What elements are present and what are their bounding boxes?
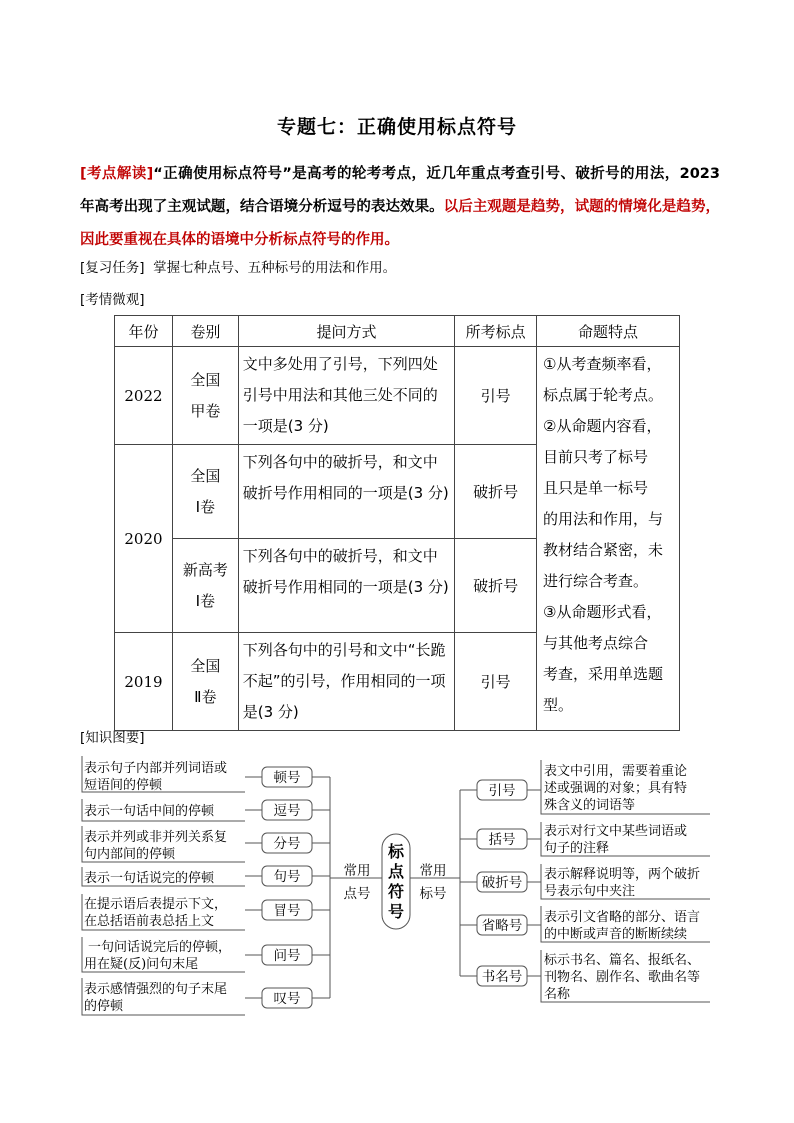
mark-name: 破折号 <box>481 875 523 891</box>
header-paper: 卷别 <box>172 316 238 347</box>
feature-line: 进行综合考查。 <box>543 572 649 590</box>
paper-line: 新高考 <box>182 560 228 579</box>
mark-name: 问号 <box>273 948 301 964</box>
question-cell: 文中多处用了引号，下列四处引号中用法和其他三处不同的一项是(3 分) <box>238 347 454 445</box>
header-question: 提问方式 <box>238 316 454 347</box>
left-group-label: 点号 <box>343 886 371 902</box>
mark-desc: 在总括语前表总括上文 <box>84 914 215 929</box>
year-cell: 2019 <box>115 633 173 731</box>
mark-cell: 引号 <box>455 633 537 731</box>
mark-name: 书名号 <box>481 969 523 985</box>
feature-line: 与其他考点综合 <box>543 634 649 652</box>
mark-desc: 一句问话说完后的停顿， <box>88 940 232 955</box>
mark-name: 叹号 <box>273 991 301 1007</box>
mark-name: 引号 <box>488 783 516 799</box>
mark-desc: 表文中引用，需要着重论 <box>544 764 688 779</box>
feature-line: ①从考查频率看， <box>543 355 662 373</box>
mark-desc: 短语间的停顿 <box>84 778 163 793</box>
mark-desc: 号表示句中夹注 <box>544 884 636 899</box>
feature-line: 目前只考了标号 <box>543 448 649 466</box>
review-task-label: [复习任务] <box>80 260 145 276</box>
mark-desc: 的停顿 <box>84 999 124 1014</box>
right-group-label: 标号 <box>419 886 447 902</box>
center-char: 符 <box>387 882 405 901</box>
mark-desc: 的中断或声音的断断续续 <box>544 927 688 942</box>
paper-line: Ⅰ卷 <box>195 497 216 516</box>
mark-cell: 引号 <box>455 347 537 445</box>
center-char: 号 <box>387 902 405 921</box>
question-cell: 下列各句中的引号和文中“长跪不起”的引号，作用相同的一项是(3 分) <box>238 633 454 731</box>
mark-desc: 在提示语后表提示下文， <box>84 897 228 912</box>
feature-line: 教材结合紧密，未 <box>543 541 664 559</box>
mark-desc: 表示引文省略的部分、语言 <box>544 910 701 925</box>
feature-line: 且只是单一标号 <box>543 479 649 497</box>
mark-name: 括号 <box>488 832 516 848</box>
header-year: 年份 <box>115 316 173 347</box>
mark-desc: 名称 <box>544 987 571 1002</box>
feature-line: 标点属于轮考点。 <box>543 386 664 404</box>
intro-text: “正确使用标点符号”是高考的轮考考点，近几年重点考查引号、破折号的用法，2023 年高考出现了主观试题，结合语境分析逗号的表达效果。 <box>80 166 720 215</box>
intro-emphasis: 以后主观题是趋势，试题的情境化是趋势，因此要重视在具体的语境中分析标点符号的作用。 <box>80 199 721 248</box>
mark-desc: 述或强调的对象；具有特 <box>544 781 688 796</box>
feature-line: 型。 <box>543 696 574 714</box>
paper-line: Ⅰ卷 <box>195 591 216 610</box>
paper-line: Ⅱ卷 <box>194 687 217 706</box>
mark-desc: 表示解释说明等，两个破折 <box>544 867 701 882</box>
intro-tag: [考点解读] <box>80 166 154 182</box>
feature-line: 考查，采用单选题 <box>543 665 664 683</box>
mark-desc: 句子的注释 <box>544 841 610 856</box>
mark-desc: 刊物名、剧作名、歌曲名等 <box>544 970 701 985</box>
feature-line: 的用法和作用，与 <box>543 510 664 528</box>
mark-desc: 表示对行文中某些词语或 <box>544 824 688 839</box>
mark-desc: 句内部间的停顿 <box>84 847 176 862</box>
header-feature: 命题特点 <box>537 316 680 347</box>
year-cell: 2020 <box>115 445 173 633</box>
mark-cell: 破折号 <box>455 539 537 633</box>
left-group-label: 常用 <box>343 863 371 879</box>
question-cell: 下列各句中的破折号，和文中破折号作用相同的一项是(3 分) <box>238 539 454 633</box>
mark-name: 顿号 <box>273 770 301 786</box>
right-group-label: 常用 <box>419 863 447 879</box>
mark-name: 分号 <box>273 836 301 852</box>
center-char: 点 <box>387 862 405 881</box>
page-title: 专题七：正确使用标点符号 <box>276 116 517 138</box>
question-cell: 下列各句中的破折号，和文中破折号作用相同的一项是(3 分) <box>238 445 454 539</box>
year-cell: 2022 <box>115 347 173 445</box>
mark-desc: 用在疑(反)问句末尾 <box>84 957 199 972</box>
paper-line: 甲卷 <box>190 401 221 420</box>
mark-cell: 破折号 <box>455 445 537 539</box>
mark-desc: 表示一句话说完的停顿 <box>84 871 215 886</box>
paper-line: 全国 <box>190 466 221 485</box>
review-task-text: 掌握七种点号、五种标号的用法和作用。 <box>153 260 397 276</box>
mark-desc: 表示一句话中间的停顿 <box>84 804 215 819</box>
paper-line: 全国 <box>190 370 221 389</box>
feature-line: ②从命题内容看， <box>543 417 662 435</box>
mark-name: 逗号 <box>273 803 301 819</box>
mark-name: 冒号 <box>273 903 301 919</box>
mark-desc: 殊含义的词语等 <box>544 798 636 813</box>
center-char: 标 <box>387 842 405 861</box>
exam-observation-label: [考情微观] <box>80 292 145 308</box>
feature-line: ③从命题形式看， <box>543 603 662 621</box>
paper-line: 全国 <box>190 656 221 675</box>
mark-desc: 表示感情强烈的句子末尾 <box>84 982 228 997</box>
header-mark: 所考标点 <box>455 316 537 347</box>
mark-desc: 表示并列或非并列关系复 <box>84 830 228 845</box>
mark-name: 省略号 <box>481 918 523 934</box>
mark-desc: 标示书名、篇名、报纸名、 <box>544 953 701 968</box>
mark-desc: 表示句子内部并列词语或 <box>84 761 228 776</box>
mark-name: 句号 <box>273 869 301 885</box>
knowledge-map-label: [知识图要] <box>80 730 145 746</box>
